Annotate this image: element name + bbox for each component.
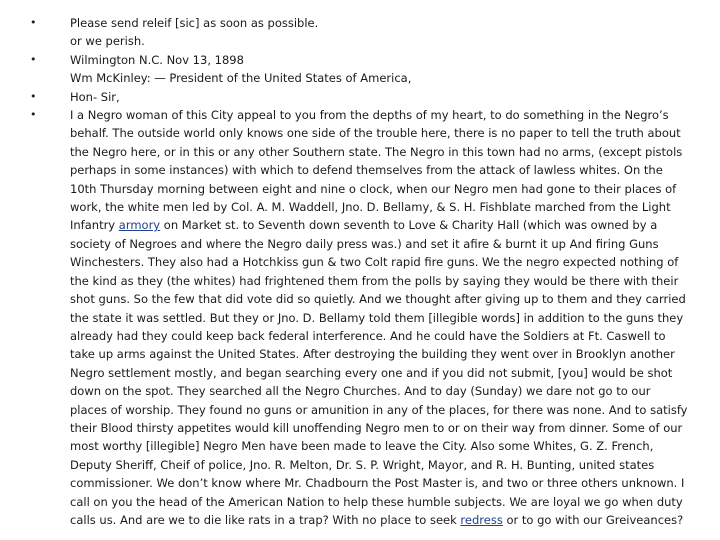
- redress-link[interactable]: redress: [460, 512, 503, 527]
- letter-body-part-3: or to go with our Greiveances?: [502, 512, 684, 527]
- bullet-item-header: [30, 51, 690, 88]
- postscript-line-1: Please send releif [sic] as soon as possible.: [70, 16, 319, 30]
- letter-body: [70, 106, 690, 529]
- letter-place-date: Wilmington N.C. Nov 13, 1898: [70, 52, 244, 67]
- bullet-item-postscript: [30, 14, 690, 51]
- bullet-icon: •: [30, 52, 37, 66]
- bullet-icon: •: [30, 89, 37, 103]
- bullet-item-salutation: [30, 88, 690, 106]
- armory-link[interactable]: armory: [118, 218, 161, 233]
- letter-addressee: Wm McKinley: — President of the United States of America,: [70, 71, 412, 86]
- bullet-list: [30, 14, 690, 529]
- bullet-icon: •: [30, 16, 37, 29]
- bullet-icon: •: [30, 108, 37, 122]
- bullet-item-body: [30, 106, 690, 529]
- letter-body-part-1: I a Negro woman of this City appeal to you from the depths of my heart, to do something in the Negro’s behalf. The outside world only knows one side of the trouble here, there is no paper to tell the truth about the Negro here, or in this or any other Southern state. The Negro in this town had no arms, (except pistols perhaps in some instances) with which to defend themselves from the attack of lawless whites. On the 10th Thursday morning between eight and nine o clock, when our Negro men had gone to their places of work, the white men led by Col. A. M. Waddell, Jno. D. Bellamy, & S. H. Fishblate marched from the Light Infantry: [70, 108, 683, 233]
- letter-salutation: Hon- Sir,: [70, 89, 120, 104]
- letter-body-part-2: on Market st. to Seventh down seventh to Love & Charity Hall (which was owned by a society of Negroes and where the Negro daily press was.) and set it afire & burnt it up And firing Guns Winchesters. They also had a Hotchkiss gun & two Colt rapid fire guns. We the negro expected nothing of the kind as they (the whites) had frightened them from the polls by saying they would be there with their shot guns. So the few that did vote did so quietly. And we thought after giving up to them and they carried the state it was settled. But they or Jno. D. Bellamy told them [illegible words] in addition to the guns they already had they could keep back federal interference. And he could have the Soldiers at Ft. Caswell to take up arms against the United States. After destroying the building they went over in Brooklyn another Negro settlement mostly, and began searching every one and if you did not submit, [you] would be shot down on the spot. They searched all the Negro Churches. And to day (Sunday) we dare not go to our places of worship. They found no guns or amunition in any of the places, for there was none. And to satisfy their Blood thirsty appetites would kill unoffending Negro men to or on their way from dinner. Some of our most worthy [illegible] Negro Men have been made to leave the City. Also some Whites, G. Z. French, Deputy Sheriff, Cheif of police, Jno. R. Melton, Dr. S. P. Wright, Mayor, and R. H. Bunting, united states commissioner. We don’t know where Mr. Chadbourn the Post Master is, and two or three others unknown. I call on you the head of the American Nation to help these humble subjects. We are loyal we go when duty calls us. And are we to die like rats in a trap? With no place to seek: [70, 218, 688, 527]
- postscript-line-2: or we perish.: [70, 34, 145, 49]
